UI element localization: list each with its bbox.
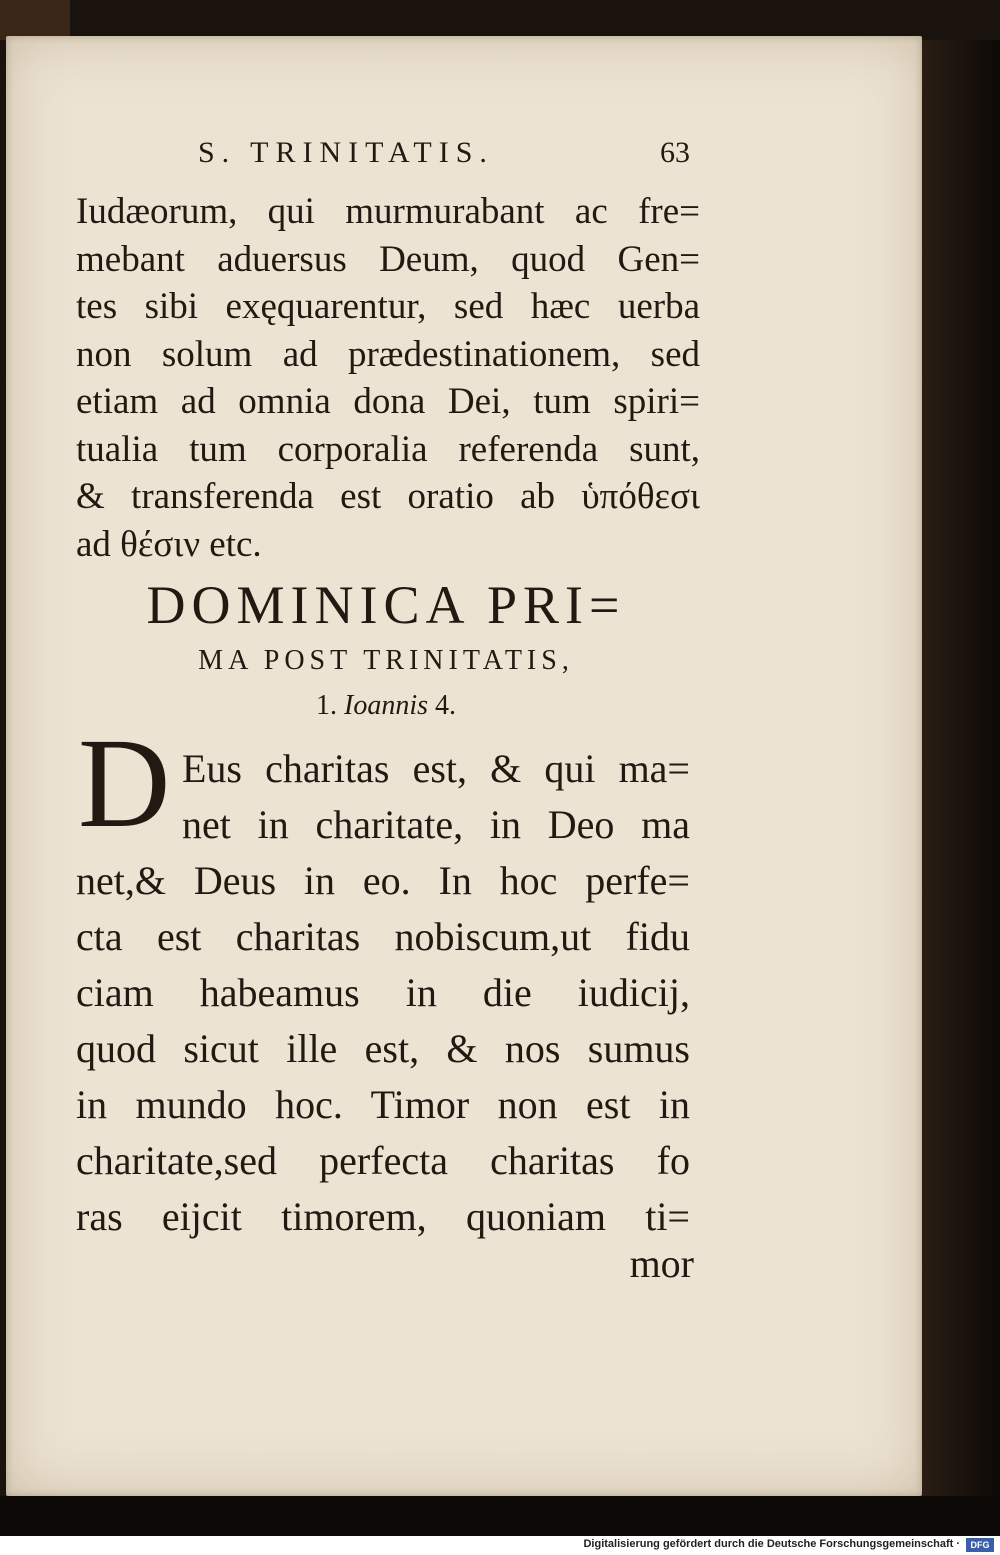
text-line: in mundo hoc. Timor non est in <box>76 1082 690 1127</box>
paragraph-2 <box>76 741 690 1245</box>
text-line: net in charitate, in Deo ma <box>182 802 690 847</box>
text-line: non solum ad prædestinationem, sed <box>76 333 700 375</box>
book-spine <box>0 0 70 40</box>
text-line: charitate,sed perfecta charitas fo <box>76 1138 690 1183</box>
page-number: 63 <box>660 136 690 169</box>
footer-credit: Digitalisierung gefördert durch die Deutsche Forschungsgemeinschaft · <box>583 1538 960 1550</box>
section-heading-line-2: MA POST TRINITATIS, <box>198 645 574 676</box>
text-line: & transferenda est oratio ab ὑπόθεσι <box>76 476 700 517</box>
text-line: tualia tum corporalia referenda sunt, <box>76 428 700 470</box>
text-line: ad θέσιν etc. <box>76 523 262 565</box>
text-line: mebant aduersus Deum, quod Gen= <box>76 238 700 280</box>
text-line: Eus charitas est, & qui ma= <box>182 746 690 791</box>
text-line: cta est charitas nobiscum,ut fidu <box>76 914 690 959</box>
heading-suffix: 4. <box>428 690 456 721</box>
text-line: Iudæorum, qui murmurabant ac fre= <box>76 191 700 232</box>
text-line: net,& Deus in eo. In hoc perfe= <box>76 858 690 903</box>
text-line: ras eijcit timorem, quoniam ti= <box>76 1194 690 1239</box>
section-heading-line-3 <box>86 690 686 722</box>
catchword: mor <box>629 1241 694 1286</box>
drop-cap: D <box>78 712 171 854</box>
page-edge-shadow <box>922 40 1000 1500</box>
section-heading-line-1: DOMINICA PRI= <box>146 575 626 635</box>
heading-book-name: Ioannis <box>344 690 428 721</box>
heading-prefix: 1. <box>316 690 344 721</box>
text-line: quod sicut ille est, & nos sumus <box>76 1026 690 1071</box>
running-header <box>198 136 698 170</box>
running-title: S. TRINITATIS. <box>198 136 494 169</box>
text-line: ciam habeamus in die iudicij, <box>76 970 690 1015</box>
dfg-logo: DFG <box>966 1538 994 1552</box>
paragraph-1 <box>76 188 700 568</box>
text-line: etiam ad omnia dona Dei, tum spiri= <box>76 381 700 422</box>
text-line: tes sibi exęquarentur, sed hæc uerba <box>76 286 700 327</box>
